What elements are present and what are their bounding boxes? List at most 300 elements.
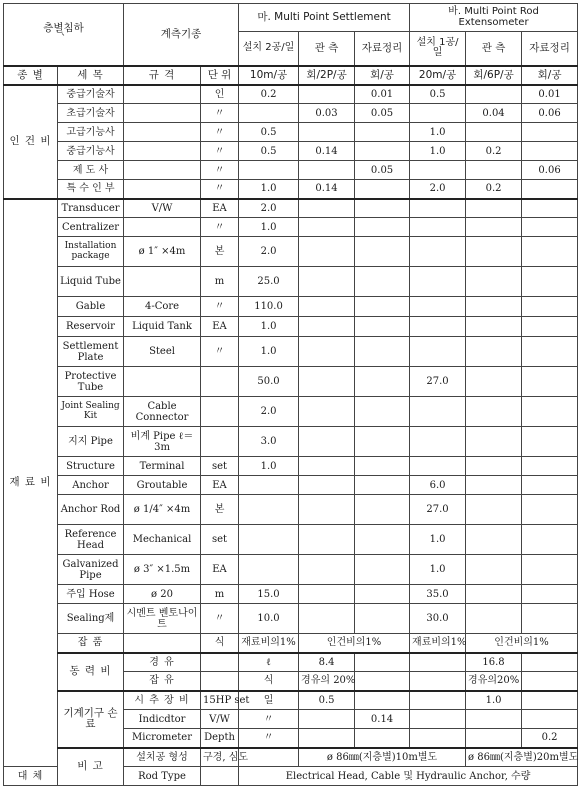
row-unit: m (201, 267, 239, 297)
row-set-observe (299, 367, 355, 397)
row-rod-observe (466, 337, 522, 367)
power-diesel-spec (201, 653, 239, 672)
cost-table (3, 3, 578, 786)
table-row (4, 585, 578, 604)
row-rod-observe (466, 267, 522, 297)
table-row (4, 104, 578, 123)
remark-unit (201, 767, 239, 786)
row-set-install: 50.0 (239, 367, 299, 397)
row-set-install (239, 161, 299, 180)
row-rod-observe (466, 161, 522, 180)
row-rod-observe (466, 457, 522, 476)
row-rod-install: 2.0 (410, 180, 466, 199)
table-row (4, 691, 578, 710)
machine-rod-observe: 0.2 (522, 729, 578, 748)
row-rod-data (522, 495, 578, 525)
row-spec: Cable Connector (124, 397, 201, 427)
row-item: Anchor Rod (58, 495, 124, 525)
power-misc-set: 경유의 20% (299, 672, 355, 691)
row-set-install: 25.0 (239, 267, 299, 297)
row-set-install: 15.0 (239, 585, 299, 604)
row-item: 고급기능사 (58, 123, 124, 142)
row-unit: 〃 (201, 161, 239, 180)
table-row (4, 85, 578, 104)
machine-item: Indicdtor (124, 710, 201, 729)
row-item: 초급기술자 (58, 104, 124, 123)
row-set-observe: 0.14 (299, 142, 355, 161)
row-rod-data: 0.06 (522, 161, 578, 180)
row-set-observe (299, 604, 355, 634)
row-rod-data (522, 218, 578, 237)
row-spec (124, 142, 201, 161)
row-spec: ø 20 (124, 585, 201, 604)
table-row (4, 397, 578, 427)
row-rod-install (410, 218, 466, 237)
row-spec (124, 218, 201, 237)
row-unit: 〃 (201, 604, 239, 634)
row-rod-data: 0.06 (522, 104, 578, 123)
row-set-data (355, 495, 410, 525)
row-spec: 4-Core (124, 297, 201, 317)
row-unit: 인 (201, 85, 239, 104)
row-rod-observe: 0.2 (466, 142, 522, 161)
row-set-data (355, 604, 410, 634)
table-row (4, 476, 578, 495)
table-row (4, 748, 578, 767)
row-set-data (355, 337, 410, 367)
row-set-install: 1.0 (239, 337, 299, 367)
row-spec: Liquid Tank (124, 317, 201, 337)
row-unit: 〃 (201, 337, 239, 367)
table-row (4, 237, 578, 267)
row-item: Reservoir (58, 317, 124, 337)
header-floor-settlement: 층별침하 ` (4, 4, 124, 66)
table-row (4, 199, 578, 218)
row-item: 지지 Pipe (58, 427, 124, 457)
row-spec: Steel (124, 337, 201, 367)
header-instrument-type: 계측기종 (124, 4, 239, 66)
row-rod-install (410, 237, 466, 267)
row-rod-install: 1.0 (410, 142, 466, 161)
row-rod-install: 27.0 (410, 495, 466, 525)
row-set-observe (299, 397, 355, 427)
misc-set-material: 재료비의1% (239, 634, 299, 653)
row-set-data: 0.05 (355, 161, 410, 180)
machine-set-install (299, 710, 355, 729)
row-set-observe (299, 237, 355, 267)
power-diesel-unit: ℓ (239, 653, 299, 672)
remark-value: Electrical Head, Cable 및 Hydraulic Anchor, 수량 (239, 767, 578, 786)
table-row (4, 218, 578, 237)
row-spec: Terminal (124, 457, 201, 476)
row-set-data (355, 142, 410, 161)
header-set-install: 설치 2공/일 (239, 32, 299, 66)
row-spec: V/W (124, 199, 201, 218)
row-item: Transducer (58, 199, 124, 218)
row-rod-install (410, 457, 466, 476)
row-set-data (355, 585, 410, 604)
table-row (4, 180, 578, 199)
row-item: Gable (58, 297, 124, 317)
row-set-observe (299, 457, 355, 476)
row-rod-observe (466, 297, 522, 317)
table-row (4, 337, 578, 367)
machine-set-observe (355, 691, 410, 710)
row-set-install: 2.0 (239, 397, 299, 427)
row-rod-install: 1.0 (410, 555, 466, 585)
row-item: 특 수 인 부 (58, 180, 124, 199)
row-spec (124, 123, 201, 142)
row-rod-data (522, 123, 578, 142)
row-set-data (355, 297, 410, 317)
row-unit: set (201, 525, 239, 555)
row-rod-install (410, 297, 466, 317)
row-set-data (355, 218, 410, 237)
header-rod-data: 자료정리 (522, 32, 578, 66)
category-power: 동 력 비 (58, 653, 124, 691)
machine-set-observe (355, 729, 410, 748)
row-spec (124, 104, 201, 123)
row-rod-data (522, 337, 578, 367)
table-row (4, 525, 578, 555)
row-spec (124, 180, 201, 199)
subheader-rod-data: 회/공 (522, 66, 578, 85)
machine-rod-observe (522, 710, 578, 729)
row-rod-install: 6.0 (410, 476, 466, 495)
row-set-install (239, 476, 299, 495)
subheader-rod-install: 20m/공 (410, 66, 466, 85)
row-set-data (355, 267, 410, 297)
row-set-install (239, 495, 299, 525)
row-rod-install: 35.0 (410, 585, 466, 604)
remark-item: 설치공 형성 (124, 748, 201, 767)
row-set-observe (299, 218, 355, 237)
row-item: 중급기능사 (58, 142, 124, 161)
row-item: Galvanized Pipe (58, 555, 124, 585)
misc-rod-material: 재료비의1% (410, 634, 466, 653)
table-row (4, 604, 578, 634)
row-rod-install (410, 161, 466, 180)
row-item: Liquid Tube (58, 267, 124, 297)
row-set-data (355, 525, 410, 555)
row-rod-data (522, 525, 578, 555)
row-set-install: 1.0 (239, 218, 299, 237)
table-row (4, 161, 578, 180)
row-unit: 〃 (201, 123, 239, 142)
row-rod-observe (466, 495, 522, 525)
row-set-observe (299, 199, 355, 218)
row-rod-observe (466, 85, 522, 104)
row-rod-data (522, 317, 578, 337)
table-row (4, 634, 578, 653)
table-row (4, 317, 578, 337)
row-spec: ø 3″ ×1.5m (124, 555, 201, 585)
power-diesel-set: 8.4 (299, 653, 355, 672)
machine-spec: Depth (201, 729, 239, 748)
row-set-observe (299, 161, 355, 180)
row-set-observe (299, 85, 355, 104)
row-rod-install (410, 397, 466, 427)
machine-unit: 〃 (239, 710, 299, 729)
row-set-data (355, 237, 410, 267)
row-set-data (355, 397, 410, 427)
row-unit: EA (201, 476, 239, 495)
row-spec: 시멘트 벤토나이트 (124, 604, 201, 634)
row-rod-observe (466, 476, 522, 495)
row-set-data (355, 427, 410, 457)
table-row (4, 142, 578, 161)
row-set-install: 0.5 (239, 142, 299, 161)
row-spec: ø 1/4″ ×4m (124, 495, 201, 525)
table-row (4, 123, 578, 142)
row-rod-data (522, 237, 578, 267)
row-rod-observe (466, 555, 522, 585)
power-misc-spec (201, 672, 239, 691)
misc-spec (124, 634, 201, 653)
row-set-observe (299, 123, 355, 142)
row-rod-data (522, 427, 578, 457)
row-set-observe (299, 495, 355, 525)
row-rod-observe (466, 604, 522, 634)
row-rod-observe (466, 427, 522, 457)
row-set-install: 3.0 (239, 427, 299, 457)
row-set-data (355, 317, 410, 337)
header-settlement-group: 마. Multi Point Settlement (239, 4, 410, 32)
subheader-kind: 종 별 (4, 66, 58, 85)
row-rod-install (410, 427, 466, 457)
row-rod-install: 0.5 (410, 85, 466, 104)
remark-item: 대 체 (4, 767, 58, 786)
subheader-set-data: 회/공 (355, 66, 410, 85)
category-labor: 인 건 비 (4, 85, 58, 199)
subheader-set-install: 10m/공 (239, 66, 299, 85)
machine-spec: V/W (201, 710, 239, 729)
power-diesel-rod-observe (522, 653, 578, 672)
row-spec (124, 161, 201, 180)
row-rod-install (410, 317, 466, 337)
row-unit: set (201, 457, 239, 476)
row-unit (201, 367, 239, 397)
row-set-install: 0.2 (239, 85, 299, 104)
table-row (4, 297, 578, 317)
row-rod-install: 1.0 (410, 123, 466, 142)
category-machine: 기계기구 손료 (58, 691, 124, 748)
row-rod-data (522, 397, 578, 427)
machine-rod-install (466, 729, 522, 748)
machine-rod-install: 1.0 (466, 691, 522, 710)
table-row (4, 653, 578, 672)
subheader-set-observe: 회/2P/공 (299, 66, 355, 85)
row-item: Structure (58, 457, 124, 476)
row-set-observe (299, 317, 355, 337)
machine-unit: 일 (239, 691, 299, 710)
row-spec: 비계 Pipe ℓ＝3m (124, 427, 201, 457)
row-set-observe (299, 555, 355, 585)
row-item: 중급기술자 (58, 85, 124, 104)
machine-set-install: 0.5 (299, 691, 355, 710)
row-unit: EA (201, 199, 239, 218)
cost-table-sheet (3, 3, 577, 786)
power-misc-set-data (410, 672, 466, 691)
row-rod-install (410, 267, 466, 297)
row-item: 제 도 사 (58, 161, 124, 180)
power-diesel-item: 경 유 (124, 653, 201, 672)
machine-unit: 〃 (239, 729, 299, 748)
row-rod-observe (466, 397, 522, 427)
subheader-rod-observe: 회/6P/공 (466, 66, 522, 85)
header-rod-observe: 관 측 (466, 32, 522, 66)
row-set-observe: 0.03 (299, 104, 355, 123)
row-unit (201, 427, 239, 457)
row-spec (124, 267, 201, 297)
row-set-install: 2.0 (239, 199, 299, 218)
row-rod-observe (466, 199, 522, 218)
row-unit: 〃 (201, 218, 239, 237)
table-row (4, 267, 578, 297)
subheader-unit: 단 위 (201, 66, 239, 85)
row-set-install (239, 555, 299, 585)
row-set-install: 110.0 (239, 297, 299, 317)
power-misc-rod: 경유의20% (466, 672, 522, 691)
misc-item: 잡 품 (58, 634, 124, 653)
row-spec: ø 1″ ×4m (124, 237, 201, 267)
row-rod-install (410, 337, 466, 367)
row-rod-install: 27.0 (410, 367, 466, 397)
row-set-observe (299, 525, 355, 555)
row-set-observe (299, 476, 355, 495)
row-set-data (355, 367, 410, 397)
power-misc-unit: 식 (239, 672, 299, 691)
row-rod-data (522, 585, 578, 604)
row-set-observe (299, 337, 355, 367)
table-row (4, 367, 578, 397)
misc-set-labor: 인건비의1% (299, 634, 410, 653)
row-set-install: 0.5 (239, 123, 299, 142)
table-row (4, 457, 578, 476)
remark-spec: Rod Type (124, 767, 201, 786)
row-rod-data (522, 199, 578, 218)
row-set-install: 2.0 (239, 237, 299, 267)
row-unit: 본 (201, 495, 239, 525)
row-rod-install: 1.0 (410, 525, 466, 555)
row-rod-install: 30.0 (410, 604, 466, 634)
power-diesel-set-observe (355, 653, 410, 672)
row-unit (201, 397, 239, 427)
row-set-install (239, 525, 299, 555)
row-rod-observe (466, 218, 522, 237)
row-item: 주입 Hose (58, 585, 124, 604)
row-rod-data (522, 297, 578, 317)
row-rod-data (522, 367, 578, 397)
power-misc-set-observe (355, 672, 410, 691)
row-item: Centralizer (58, 218, 124, 237)
row-unit: 〃 (201, 180, 239, 199)
category-remark: 비 고 (58, 748, 124, 786)
row-rod-observe (466, 123, 522, 142)
row-set-install (239, 104, 299, 123)
header-set-observe: 관 측 (299, 32, 355, 66)
row-item: Reference Head (58, 525, 124, 555)
remark-spec: 구경, 심도 (201, 748, 239, 767)
row-item: Settlement Plate (58, 337, 124, 367)
row-unit: 본 (201, 237, 239, 267)
machine-set-observe: 0.14 (355, 710, 410, 729)
misc-rod-labor: 인건비의1% (466, 634, 578, 653)
row-rod-observe (466, 237, 522, 267)
row-spec: Mechanical (124, 525, 201, 555)
power-misc-rod-observe (522, 672, 578, 691)
table-row (4, 427, 578, 457)
row-rod-data (522, 476, 578, 495)
row-rod-install (410, 104, 466, 123)
header-mark: ` (60, 33, 67, 46)
row-set-install: 1.0 (239, 180, 299, 199)
row-item: Installation package (58, 237, 124, 267)
machine-set-install (299, 729, 355, 748)
row-unit: m (201, 585, 239, 604)
machine-rod-observe (522, 691, 578, 710)
row-set-data: 0.05 (355, 104, 410, 123)
row-unit: 〃 (201, 297, 239, 317)
machine-item: Micrometer (124, 729, 201, 748)
row-unit: EA (201, 555, 239, 585)
category-material: 재 료 비 (4, 199, 58, 767)
row-unit: EA (201, 317, 239, 337)
row-set-data (355, 457, 410, 476)
row-rod-observe: 0.2 (466, 180, 522, 199)
row-set-data (355, 123, 410, 142)
row-rod-install (410, 199, 466, 218)
machine-set-data (410, 729, 466, 748)
header-rod-install: 설치 1공/일 (410, 32, 466, 66)
machine-set-data (410, 691, 466, 710)
row-set-observe: 0.14 (299, 180, 355, 199)
row-item: Protective Tube (58, 367, 124, 397)
row-set-install: 10.0 (239, 604, 299, 634)
machine-item: 시 추 장 비 (124, 691, 201, 710)
row-unit: 〃 (201, 142, 239, 161)
row-unit: 〃 (201, 104, 239, 123)
row-set-observe (299, 585, 355, 604)
misc-unit: 식 (201, 634, 239, 653)
row-item: Sealing제 (58, 604, 124, 634)
machine-spec: 15HP set (201, 691, 239, 710)
remark-set: ø 86㎜(지층별)10m별도 (299, 748, 466, 767)
power-misc-item: 잡 유 (124, 672, 201, 691)
row-set-observe (299, 297, 355, 317)
subheader-spec: 규 격 (124, 66, 201, 85)
row-set-data: 0.01 (355, 85, 410, 104)
table-row (4, 495, 578, 525)
row-rod-data (522, 555, 578, 585)
row-set-observe (299, 267, 355, 297)
row-set-data (355, 555, 410, 585)
row-spec: Groutable (124, 476, 201, 495)
power-diesel-rod: 16.8 (466, 653, 522, 672)
header-set-data: 자료정리 (355, 32, 410, 66)
row-spec (124, 85, 201, 104)
machine-rod-install (466, 710, 522, 729)
row-rod-data (522, 604, 578, 634)
subheader-item: 세 목 (58, 66, 124, 85)
row-rod-observe (466, 525, 522, 555)
row-rod-data (522, 180, 578, 199)
row-rod-data (522, 457, 578, 476)
row-item: Joint Sealing Kit (58, 397, 124, 427)
row-rod-data (522, 267, 578, 297)
row-rod-observe: 0.04 (466, 104, 522, 123)
row-item: Anchor (58, 476, 124, 495)
